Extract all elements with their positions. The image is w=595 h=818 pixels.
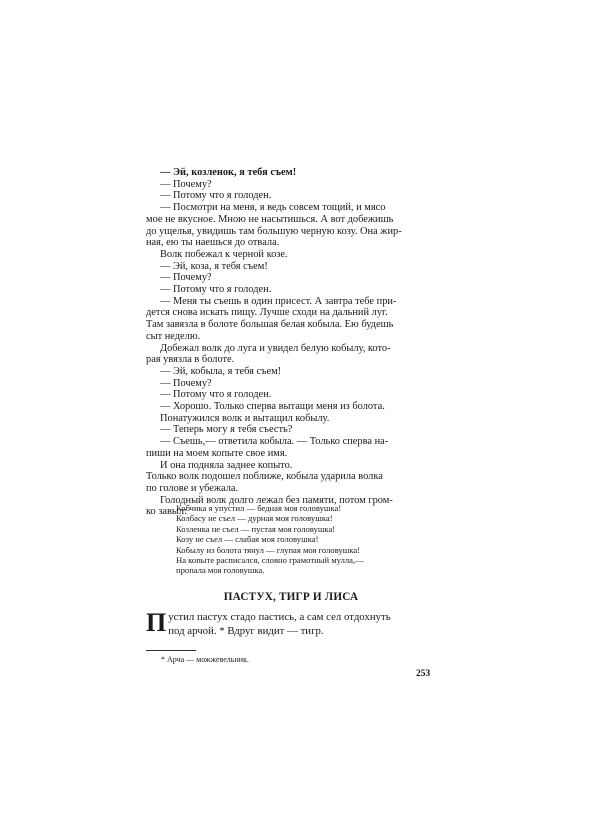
text-line: — Потому что я голоден. bbox=[160, 284, 272, 296]
text-line: — Посмотри на меня, я ведь совсем тощий, и мясо bbox=[160, 202, 386, 214]
text-line: — Почему? bbox=[160, 178, 212, 190]
verse-line: Колбасу не съел — дурная моя головушка! bbox=[176, 513, 333, 524]
verse-line: Козленка не съел — пустая моя головушка! bbox=[176, 523, 336, 534]
text-line: Только волк подошел поближе, кобыла ударила волка bbox=[146, 471, 383, 483]
text-line: сыт неделю. bbox=[146, 330, 201, 342]
text-line: — Эй, кобыла, я тебя съем! bbox=[160, 365, 282, 377]
text-line: — Почему? bbox=[160, 377, 212, 389]
verse-line: На копыте расписался, словно грамотный мулла,— bbox=[176, 555, 364, 566]
text-line: — Потому что я голоден. bbox=[160, 190, 272, 202]
text-line: — Почему? bbox=[160, 272, 212, 284]
text-line: по голове и убежала. bbox=[146, 482, 239, 494]
text-line: ная, ею ты наешься до отвала. bbox=[146, 237, 280, 249]
verse-line: пропала моя головушка. bbox=[176, 565, 265, 576]
footnote: * Арча — можжевельник. bbox=[161, 655, 249, 664]
text-line: — Потому что я голоден. bbox=[160, 389, 272, 401]
text-line: И она подняла заднее копыто. bbox=[160, 459, 293, 471]
verse-line: Кобчика я упустил — бедная моя головушка! bbox=[176, 503, 342, 513]
story-heading: ПАСТУХ, ТИГР И ЛИСА bbox=[223, 591, 359, 603]
wolf-lament-verse bbox=[176, 503, 416, 576]
story-text-block bbox=[146, 167, 432, 518]
verse-line: Кобылу из болота тянул — глупая моя головушка! bbox=[176, 544, 361, 555]
text-line: — Эй, коза, я тебя съем! bbox=[160, 260, 268, 272]
story-line-1: устил пастух стадо пастись, а сам сел отдохнуть bbox=[168, 611, 391, 623]
text-line: Добежал волк до луга и увидел белую кобылу, кото- bbox=[160, 342, 391, 354]
new-story-opening bbox=[146, 610, 434, 638]
text-line: — Эй, козленок, я тебя съем! bbox=[160, 167, 297, 178]
story-line-2: под арчой. * Вдруг видит — тигр. bbox=[168, 625, 324, 637]
text-line: Понатужился волк и вытащил кобылу. bbox=[160, 412, 330, 424]
text-line: — Хорошо. Только сперва вытащи меня из болота. bbox=[160, 401, 385, 413]
text-line: рая увязла в болоте. bbox=[146, 354, 235, 366]
text-line: — Съешь,— ответила кобыла. — Только сперва на- bbox=[160, 436, 389, 448]
text-line: до ущелья, увидишь там большую черную козу. Она жир- bbox=[146, 225, 402, 237]
text-line: мое не вкусное. Мною не насытишься. А вот добежишь bbox=[146, 213, 394, 225]
text-line: Голодный волк долго лежал без памяти, потом гром- bbox=[160, 494, 393, 506]
footnote-divider bbox=[146, 650, 196, 651]
text-line: ко завыл: bbox=[146, 506, 187, 518]
drop-cap-letter: П bbox=[146, 608, 167, 637]
verse-line: Козу не съел — слабая моя головушка! bbox=[176, 534, 319, 545]
text-line: Волк побежал к черной козе. bbox=[160, 248, 288, 260]
page-number: 253 bbox=[416, 669, 431, 679]
text-line: — Теперь могу я тебя съесть? bbox=[160, 424, 293, 436]
text-line: Там завязла в болоте большая белая кобыла. Ею будешь bbox=[146, 319, 394, 331]
text-line: — Меня ты съешь в один присест. А завтра тебе при- bbox=[160, 295, 397, 307]
text-line: дется снова искать пищу. Лучше сходи на дальний луг. bbox=[146, 307, 388, 319]
text-line: пиши на моем копыте свое имя. bbox=[146, 447, 288, 459]
